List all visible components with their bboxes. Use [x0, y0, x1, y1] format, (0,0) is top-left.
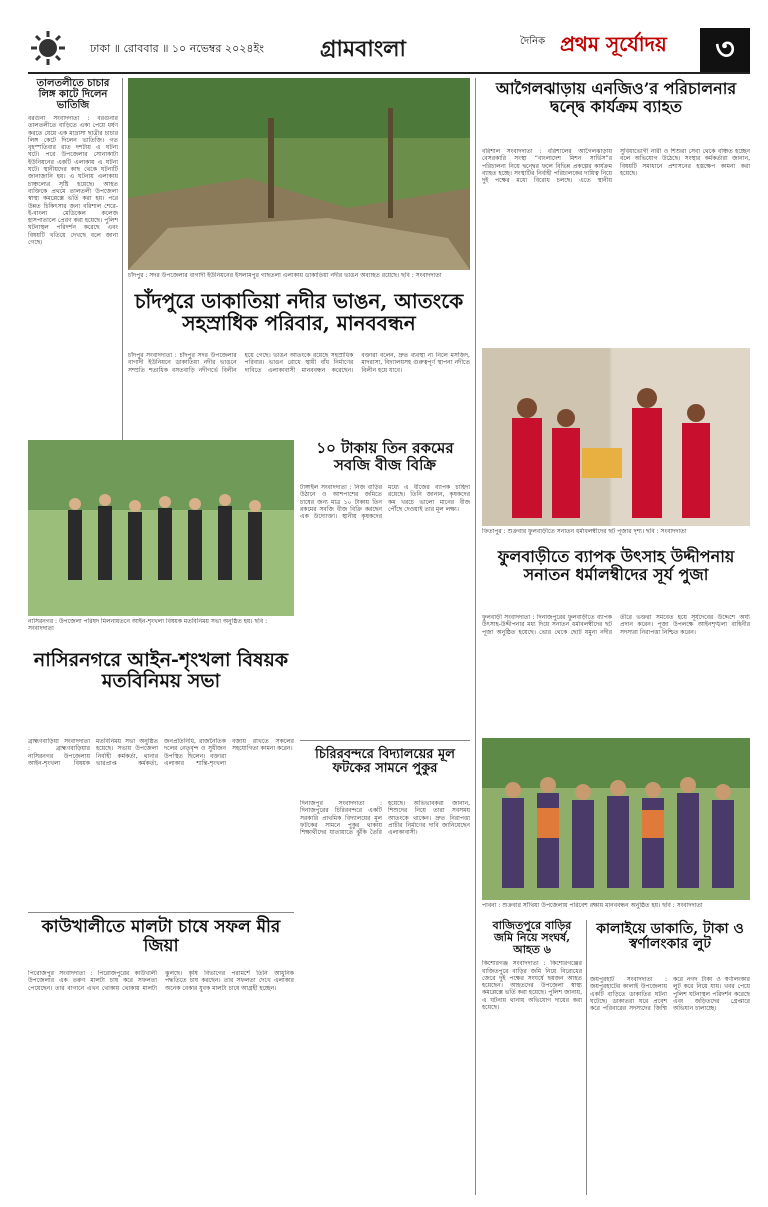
photo-caption: পাবনা : শুক্রবার সাঁথিয়া উপজেলায় পরিবেশ রক্ষায় মানববন্ধন অনুষ্ঠিত হয়। ছবি : সংবাদদাতা — [482, 902, 703, 909]
section-title: গ্রামবাংলা — [320, 36, 406, 62]
paper-name: প্রথম সূর্যোদয় — [560, 32, 667, 56]
article-body: টাঙ্গাইল সংবাদদাতা : নিজ বাড়ির উঠানে ও আশপাশের জমিতে চাষের জন্য মাত্র ১০ টাকায় তিন রকমের সবজি বীজ বিক্রি করছেন এক উদ্যোক্তা। স্থানীয় কৃষকদের মধ্যে এ বীজের ব্যাপক চাহিদা রয়েছে। তিনি জানান, কৃষকদের কম খরচে ভালো মানের বীজ পৌঁছে দেওয়াই তার মূল লক্ষ্য। — [300, 484, 470, 521]
headline: বাজিতপুরে বাড়ির জমি নিয়ে সংঘর্ষ, আহত ৬ — [492, 919, 572, 957]
column-rule — [475, 78, 476, 1195]
human-chain-photo — [482, 738, 750, 900]
photo-caption: ফিতাপুর : শুক্রবার ফুলবাড়ীতে সনাতন ধর্মাবলম্বীদের ছট পূজার দৃশ্য। ছবি : সংবাদদাতা — [482, 528, 687, 535]
article-body: কিশোরগঞ্জ সংবাদদাতা : কিশোরগঞ্জের বাজিতপুরে বাড়ির জমি নিয়ে বিরোধের জেরে দুই পক্ষের সংঘর্ষে ছয়জন আহত হয়েছেন। আহতদের উপজেলা স্বাস্থ্য কমপ্লেক্সে ভর্তি করা হয়েছে। পুলিশ জানায়, এ ঘটনায় থানায় অভিযোগ দায়ের করা হয়েছে। — [482, 960, 582, 1012]
masthead — [0, 0, 768, 72]
headline: চিরিরবন্দরে বিদ্যালয়ের মূল ফটকের সামনে পুকুর — [315, 747, 455, 777]
article-body: জয়পুরহাট সংবাদদাতা : জয়পুরহাটের কালাই উপজেলায় একটি বাড়িতে ডাকাতির ঘটনা ঘটেছে। ডাকাতরা ঘরে প্রবেশ করে পরিবারের সদস্যদের জিম্মি করে নগদ টাকা ও স্বর্ণালংকার লুট করে নিয়ে যায়। খবর পেয়ে পুলিশ ঘটনাস্থল পরিদর্শন করেছে এবং জড়িতদের গ্রেপ্তারে অভিযান চালাচ্ছে। — [590, 976, 750, 1013]
headline: কাউখালীতে মালটা চাষে সফল মীর জিয়া — [41, 917, 281, 956]
headline: আগৈলঝাড়ায় এনজিও’র পরিচালনার দ্বন্দ্বে কার্যক্রম ব্যাহত — [495, 79, 737, 116]
masthead-rule — [28, 72, 750, 74]
sun-logo-icon — [30, 30, 66, 66]
article-land — [482, 920, 582, 1195]
photo-caption: চাঁদপুর : সদর উপজেলার বাগাদী ইউনিয়নের ইসলামপুর গাছতলা এলাকায় ডাকাতিয়া নদীর ভাঙন অব্যাহত রয়েছে। ছবি : সংবাদদাতা — [128, 272, 442, 279]
article-body: পিরোজপুর সংবাদদাতা : পিরোজপুরের কাউখালী উপজেলার এক তরুণ মালটা চাষ করে সফলতা পেয়েছেন। তার বাগানে এখন থোকায় থোকায় মালটা ঝুলছে। কৃষি বিভাগের পরামর্শে তিনি আধুনিক পদ্ধতিতে চাষ করছেন। তার সফলতা দেখে এলাকার অনেক বেকার যুবক মালটা চাষে আগ্রহী হচ্ছেন। — [28, 970, 294, 992]
photo-caption: নাসিরনগর : উপজেলা পরিষদ মিলনায়তনে আইন-শৃংখলা বিষয়ক মতবিনিময় সভা অনুষ্ঠিত হয়। ছবি : সংবাদদাতা — [28, 618, 268, 632]
section-rule — [28, 912, 294, 913]
paper-prefix: দৈনিক — [520, 36, 546, 47]
headline: চাঁদপুরে ডাকাতিয়া নদীর ভাঙন, আতংকে সহস্রাধিক পরিবার, মানববন্ধন — [134, 289, 464, 335]
page-number: ৩ — [700, 28, 750, 72]
article-body: ব্রাহ্মণবাড়িয়া সংবাদদাতা : ব্রাহ্মণবাড়িয়ার নাসিরনগর উপজেলায় আইন-শৃংখলা বিষয়ক মতবিনিময় সভা অনুষ্ঠিত হয়েছে। সভায় উপজেলা নির্বাহী কর্মকর্তা, থানার ভারপ্রাপ্ত কর্মকর্তা, জনপ্রতিনিধি, রাজনৈতিক দলের নেতৃবৃন্দ ও সুধীজন উপস্থিত ছিলেন। বক্তারা এলাকার শান্তি-শৃংখলা বজায় রাখতে সকলের সহযোগিতা কামনা করেন। — [28, 738, 294, 767]
headline: নাসিরনগরে আইন-শৃংখলা বিষয়ক মতবিনিময় সভা — [33, 649, 289, 692]
worship-photo — [482, 348, 750, 526]
article-body: বরগুনা সংবাদদাতা : বরগুনার তালতলীতে বাড়িতে একা পেয়ে ধর্ষণ করতে যেয়ে এক মাদ্রাসা ছাত্রীর চাচার লিঙ্গ কেটে দিলেন ভাতিজি। গত বৃহস্পতিবার রাত দশটায় এ ঘটনা ঘটে। পরে উপজেলার সোনাকাটা ইউনিয়নের একটি এলাকায় এ ঘটনা ঘটে। স্থানীয়দের কাছ থেকে ঘটনাটি জানাজানি হয়। এ ঘটনায় এলাকায় চাঞ্চল্যের সৃষ্টি হয়েছে। আহত ব্যক্তিকে প্রথমে তালতলী উপজেলা স্বাস্থ্য কমপ্লেক্সে ভর্তি করা হয়। পরে উন্নত চিকিৎসার জন্য বরিশাল শেরে-ই-বাংলা মেডিকেল কলেজ হাসপাতালে প্রেরণ করা হয়েছে। পুলিশ ঘটনাস্থল পরিদর্শন করেছে এবং বিষয়টি খতিয়ে দেখছে বলে জানা গেছে। — [28, 115, 118, 247]
headline: ১০ টাকায় তিন রকমের সবজি বীজ বিক্রি — [316, 439, 454, 474]
section-rule — [300, 740, 470, 741]
meeting-photo — [28, 440, 294, 616]
headline: তালতলীতে চাচার লিঙ্গ কাটে দিলেন ভাতিজি — [36, 78, 110, 111]
article-body: দিনাজপুর সংবাদদাতা : দিনাজপুরের চিরিরবন্দরে একটি সরকারি প্রাথমিক বিদ্যালয়ের মূল ফটকের সামনে পুকুর থাকায় শিক্ষার্থীদের যাতায়াতে ঝুঁকি তৈরি হয়েছে। অভিভাবকরা জানান, শিশুদের নিয়ে তারা সবসময় আতংকে থাকেন। দ্রুত নিরাপত্তা প্রাচীর নির্মাণের দাবি জানিয়েছেন এলাকাবাসী। — [300, 800, 470, 837]
article-body: চাঁদপুর সংবাদদাতা : চাঁদপুর সদর উপজেলার বাগাদী ইউনিয়নে ডাকাতিয়া নদীর ভাঙনে সম্প্রতি শতাধিক বসতবাড়ি নদীগর্ভে বিলীন হয়ে গেছে। ভাঙন আতংকে রয়েছে সহস্রাধিক পরিবার। ভাঙন রোধে স্থায়ী বাঁধ নির্মাণের দাবিতে এলাকাবাসী মানববন্ধন করেছেন। বক্তারা বলেন, দ্রুত ব্যবস্থা না নিলে মসজিদ, মাদরাসা, বিদ্যালয়সহ গুরুত্বপূর্ণ স্থাপনা নদীতে বিলীন হয়ে যাবে। — [128, 352, 470, 374]
column-rule — [586, 920, 587, 1195]
headline: কালাইয়ে ডাকাতি, টাকা ও স্বর্ণালংকার লুট — [596, 921, 744, 953]
article-body: ফুলবাড়ী সংবাদদাতা : দিনাজপুরের ফুলবাড়ীতে ব্যাপক উৎসাহ-উদ্দীপনার মধ্য দিয়ে সনাতন ধর্মাবলম্বীদের ছট পূজা অনুষ্ঠিত হয়েছে। ভোর থেকে ছোট যমুনা নদীর তীরে ভক্তরা সমবেত হয়ে সূর্যদেবের উদ্দেশে অর্ঘ্য প্রদান করেন। পূজা উপলক্ষে আইনশৃঙ্খলা বাহিনীর সদস্যরা নিরাপত্তা নিশ্চিত করেন। — [482, 614, 750, 636]
article-body: বরিশাল সংবাদদাতা : বরিশালের আগৈলঝাড়ায় বেসরকারি সংস্থা “বাংলাদেশ মিশন সার্ভিস”র পরিচালনা নিয়ে দ্বন্দ্বের ফলে বিভিন্ন প্রকল্পের কার্যক্রম ব্যাহত হচ্ছে। সংস্থাটির নির্বাহী পরিচালকের দায়িত্ব নিয়ে দুই পক্ষের মধ্যে বিরোধ চলছে। এতে স্থানীয় সুবিধাভোগী নারী ও শিশুরা সেবা থেকে বঞ্চিত হচ্ছেন বলে অভিযোগ উঠেছে। সংস্থার কর্মকর্তারা জানান, বিষয়টি সমাধানে প্রশাসনের হস্তক্ষেপ কামনা করা হয়েছে। — [482, 148, 750, 185]
dateline: ঢাকা ॥ রোববার ॥ ১০ নভেম্বর ২০২৪ইং — [90, 42, 264, 55]
headline: ফুলবাড়ীতে ব্যাপক উৎসাহ উদ্দীপনায় সনাতন ধর্মালম্বীদের সূর্য পুজা — [497, 547, 735, 584]
riverbank-photo — [128, 78, 470, 270]
